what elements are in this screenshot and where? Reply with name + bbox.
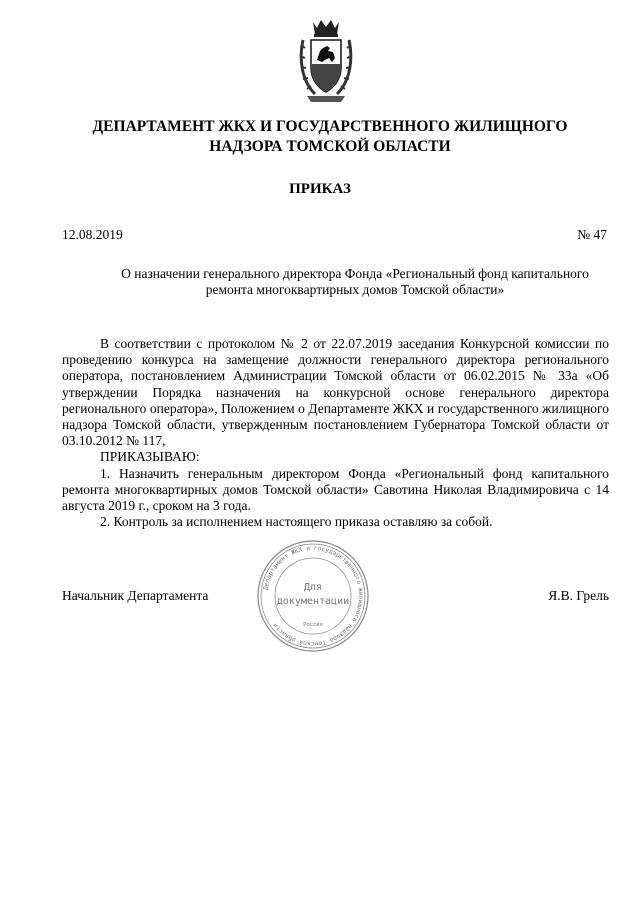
subject-line-2: ремонта многоквартирных домов Томской области» — [205, 282, 505, 297]
stamp-line-1: Для — [303, 582, 323, 593]
document-number: № 47 — [577, 227, 607, 242]
order-word: ПРИКАЗЫВАЮ: — [100, 449, 200, 465]
round-stamp — [255, 538, 371, 654]
stamp-line-2: документации — [276, 596, 350, 607]
subject-line-1: О назначении генерального директора Фонда «Региональный фонд капитального — [121, 266, 589, 281]
header-line-2: НАДЗОРА ТОМСКОЙ ОБЛАСТИ — [209, 138, 451, 155]
signer-title: Начальник Департамента — [62, 588, 209, 603]
signer-name: Я.В. Грель — [548, 588, 609, 603]
document-type: ПРИКАЗ — [289, 181, 351, 197]
document-body — [62, 336, 609, 530]
order-item-1: 1. Назначить генеральным директором Фонда «Региональный фонд капитального ремонта многоквартирных домов Томской области» Савотина Николая Владимировича с 14 августа 2019 г., сроком на 3 года. — [62, 465, 609, 514]
tomsk-coat-of-arms-icon — [297, 18, 355, 104]
document-date: 12.08.2019 — [62, 227, 123, 242]
department-header — [40, 117, 620, 157]
document-subject — [90, 266, 620, 298]
order-item-2: 2. Контроль за исполнением настоящего приказа оставляю за собой. — [100, 514, 493, 530]
header-line-1: ДЕПАРТАМЕНТ ЖКХ И ГОСУДАРСТВЕННОГО ЖИЛИЩНОГО — [92, 118, 568, 135]
preamble-paragraph: В соответствии с протоколом № 2 от 22.07.2019 заседания Конкурсной комиссии по проведению конкурса на замещение должности генерального директора регионального оператора, постановлением Администрации Томской области от 06.02.2015 № 33а «Об утверждении Порядка назначения на конкурсной основе генерального директора регионального оператора», Положением о Департаменте ЖКХ и государственного жилищного надзора Томской области, утвержденным постановлением Губернатора Томской области от 03.10.2012 № 117, — [62, 336, 609, 449]
stamp-bottom-text: Россия — [303, 622, 323, 628]
stamp-ring-text: Департамент ЖКХ и государственного жилищного надзора Томской области — [262, 544, 365, 648]
